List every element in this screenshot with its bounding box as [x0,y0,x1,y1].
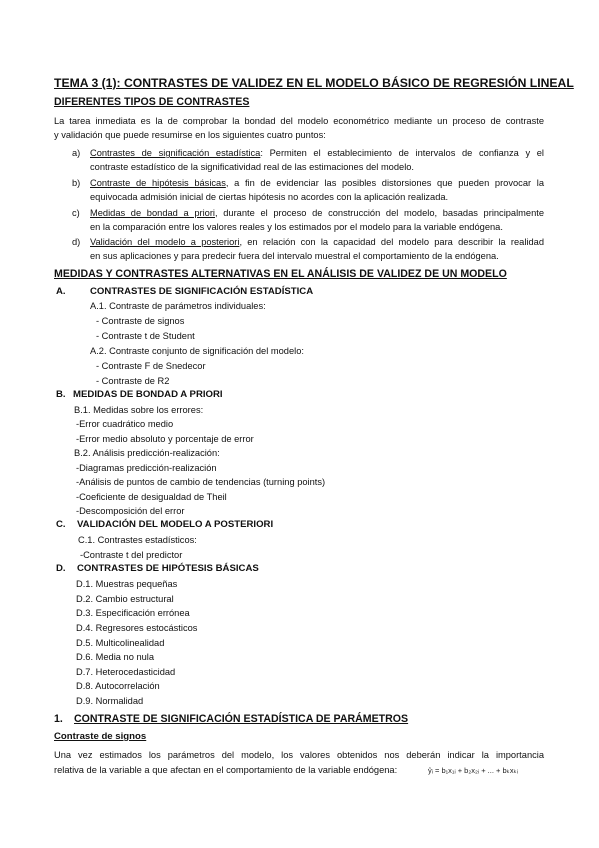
intro-line-1: La tarea inmediata es la de comprobar la bondad del modelo econométrico mediante un proceso de contraste [54,116,544,126]
list-item: -Error cuadrático medio [76,419,174,429]
subitem-b2: B.2. Análisis predicción-realización: [74,448,220,458]
outline-label: D. [56,563,66,574]
subitem-a1: A.1. Contraste de parámetros individuales: [90,301,266,311]
list-item-term: Contrastes de significación estadística [90,148,261,158]
list-marker: b) [72,178,81,188]
list-item: D.3. Especificación errónea [76,608,190,618]
list-item-a-line-2: contraste estadístico de la significatividad real de las estimaciones del modelo. [90,162,415,172]
subsection-title-b: MEDIDAS DE BONDAD A PRIORI [73,389,223,400]
paragraph-line-1: Una vez estimados los parámetros del modelo, los valores obtenidos nos deberán indicar la importancia [54,750,544,760]
list-item: D.4. Regresores estocásticos [76,623,198,633]
list-item: -Diagramas predicción-realización [76,463,217,473]
subitem-b1: B.1. Medidas sobre los errores: [74,405,204,415]
outline-label: C. [56,519,66,530]
section-heading-contraste: CONTRASTE DE SIGNIFICACIÓN ESTADÍSTICA DE PARÁMETROS [74,713,409,725]
list-item: -Error medio absoluto y porcentaje de error [76,434,254,444]
list-marker: d) [72,237,81,247]
list-item: D.8. Autocorrelación [76,681,160,691]
intro-line-2: y validación que puede resumirse en los siguientes cuatro puntos: [54,130,326,140]
outline-label: B. [56,389,66,400]
paragraph-line-2: relativa de la variable a que afectan en el comportamiento de la variable endógena: [54,765,398,775]
section-number: 1. [54,713,63,725]
subsection-title-a: CONTRASTES DE SIGNIFICACIÓN ESTADÍSTICA [90,286,314,297]
outline-label: A. [56,286,66,297]
list-item-c-line-2: en la comparación entre los valores reales y los estimados por el modelo para la variable endógena. [90,222,503,232]
list-item: D.1. Muestras pequeñas [76,579,178,589]
section-heading-tipos: DIFERENTES TIPOS DE CONTRASTES [54,96,250,108]
list-item: D.7. Heterocedasticidad [76,667,176,677]
subheading-contraste-signos: Contraste de signos [54,731,147,742]
subitem-c1: C.1. Contrastes estadísticos: [78,535,197,545]
list-item-term: Contraste de hipótesis básicas [90,178,226,188]
list-item: - Contraste de signos [96,316,185,326]
list-item-b-line-1: Contraste de hipótesis básicas, a fin de evidenciar las posibles distorsiones que pueden provocar la [90,178,544,188]
list-item-c-line-1: Medidas de bondad a priori, durante el proceso de construcción del modelo, basadas principalmente [90,208,545,218]
list-item-d-line-2: en sus aplicaciones y para predecir fuera del intervalo muestral el comportamiento de la endógena. [90,251,499,261]
list-item-term: Medidas de bondad a priori [90,208,215,218]
list-item: -Descomposición del error [76,506,185,516]
list-item-b-line-2: equivocada admisión inicial de ciertas hipótesis no acordes con la aplicación realizada. [90,192,449,202]
document-title: TEMA 3 (1): CONTRASTES DE VALIDEZ EN EL MODELO BÁSICO DE REGRESIÓN LINEAL [54,76,574,90]
list-item: - Contraste t de Student [96,331,195,341]
subsection-title-c: VALIDACIÓN DEL MODELO A POSTERIORI [77,519,274,530]
list-item: - Contraste de R2 [96,376,170,386]
list-item-term: Validación del modelo a posteriori [90,237,240,247]
subitem-a2: A.2. Contraste conjunto de significación del modelo: [90,346,304,356]
list-marker: a) [72,148,81,158]
list-item: - Contraste F de Snedecor [96,361,206,371]
list-item: D.5. Multicolinealidad [76,638,165,648]
list-item-a-line-1: Contrastes de significación estadística: Permiten el establecimiento de intervalos de confianza y el [90,148,544,158]
regression-formula: ŷᵢ = b₁x₁ᵢ + b₂x₂ᵢ + ... + bₖxₖᵢ [428,766,518,775]
subsection-title-d: CONTRASTES DE HIPÓTESIS BÁSICAS [77,563,259,574]
list-marker: c) [72,208,80,218]
list-item: D.9. Normalidad [76,696,144,706]
section-heading-medidas: MEDIDAS Y CONTRASTES ALTERNATIVAS EN EL ANÁLISIS DE VALIDEZ DE UN MODELO [54,268,507,280]
list-item: D.2. Cambio estructural [76,594,174,604]
list-item-d-line-1: Validación del modelo a posteriori, en relación con la capacidad del modelo para describir la realidad [90,237,544,247]
list-item: -Coeficiente de desigualdad de Theil [76,492,227,502]
list-item: -Contraste t del predictor [80,550,183,560]
list-item: -Análisis de puntos de cambio de tendencias (turning points) [76,477,326,487]
list-item: D.6. Media no nula [76,652,155,662]
